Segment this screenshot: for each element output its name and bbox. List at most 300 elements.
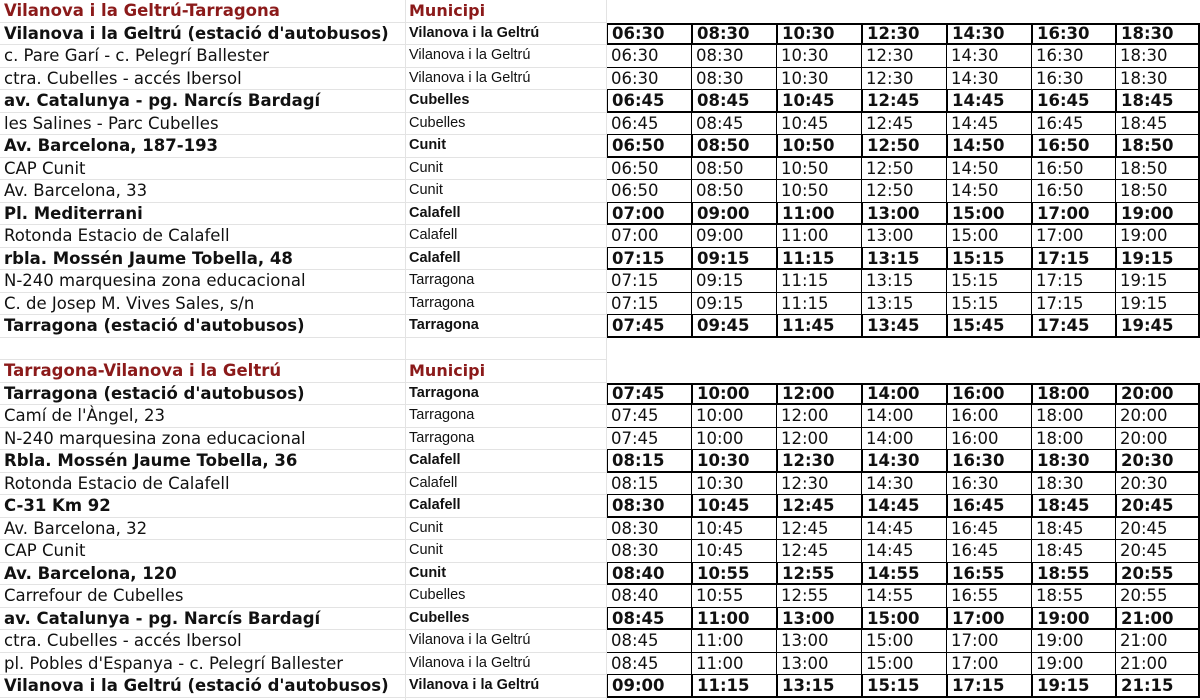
- time-cell: 14:55: [861, 563, 946, 586]
- time-cell: 10:50: [776, 135, 861, 158]
- time-cell: 14:30: [946, 68, 1031, 91]
- time-cell: 11:15: [776, 270, 861, 293]
- stop-name: ctra. Cubelles - accés Ibersol: [4, 68, 242, 88]
- departure-times: [606, 383, 1200, 406]
- time-cell: 07:00: [606, 203, 691, 226]
- spacer-gridline: [0, 338, 606, 361]
- time-cell: 18:30: [1031, 473, 1115, 496]
- time-cell: 19:00: [1031, 630, 1115, 653]
- time-cell: 08:30: [691, 68, 776, 91]
- time-cell: 17:15: [1031, 270, 1115, 293]
- time-cell: 12:55: [776, 585, 861, 608]
- time-cell: 21:15: [1115, 675, 1200, 698]
- municipality: Cunit: [409, 182, 443, 198]
- departure-times: [606, 495, 1200, 518]
- time-cell: 18:45: [1031, 495, 1115, 518]
- stop-name: pl. Pobles d'Espanya - c. Pelegrí Ballester: [4, 653, 344, 673]
- time-cell: 15:00: [861, 630, 946, 653]
- time-cell: 18:45: [1115, 113, 1200, 136]
- time-cell: 18:30: [1115, 68, 1200, 91]
- time-cell: 16:30: [1031, 23, 1115, 46]
- time-cell: 09:00: [691, 203, 776, 226]
- time-cell: 18:30: [1115, 45, 1200, 68]
- municipi-header: Municipi: [409, 1, 486, 20]
- time-cell: 18:50: [1115, 135, 1200, 158]
- departure-times: [606, 135, 1200, 158]
- municipality: Cunit: [409, 542, 443, 558]
- time-cell: 06:45: [606, 90, 691, 113]
- time-cell: 18:30: [1115, 23, 1200, 46]
- departure-times: [606, 405, 1200, 428]
- table-row: [0, 248, 1200, 271]
- time-cell: 13:15: [776, 675, 861, 698]
- time-cell: 12:30: [776, 450, 861, 473]
- time-cell: 20:00: [1115, 428, 1200, 451]
- time-cell: 08:30: [606, 518, 691, 541]
- time-cell: 08:40: [606, 585, 691, 608]
- municipality: Calafell: [409, 452, 461, 468]
- table-row: [0, 158, 1200, 181]
- time-cell: 13:00: [776, 608, 861, 631]
- time-cell: 19:45: [1115, 315, 1200, 338]
- stop-name: C-31 Km 92: [4, 496, 111, 515]
- route-title: Tarragona-Vilanova i la Geltrú: [4, 361, 282, 380]
- time-cell: 17:15: [1031, 293, 1115, 316]
- time-cell: 10:30: [776, 45, 861, 68]
- municipality: Tarragona: [409, 407, 475, 423]
- municipality: Vilanova i la Geltrú: [409, 24, 540, 41]
- time-cell: 19:00: [1031, 608, 1115, 631]
- column-gridline: [405, 0, 406, 700]
- time-cell: 08:45: [606, 653, 691, 676]
- time-cell: 15:45: [946, 315, 1031, 338]
- time-cell: 15:15: [861, 675, 946, 698]
- time-cell: 17:15: [1031, 248, 1115, 271]
- time-cell: 10:45: [691, 518, 776, 541]
- time-cell: 12:45: [861, 113, 946, 136]
- stop-name: N-240 marquesina zona educacional: [4, 271, 306, 290]
- time-cell: 08:40: [606, 563, 691, 586]
- departure-times: [606, 608, 1200, 631]
- stop-name: rbla. Mossén Jaume Tobella, 48: [4, 248, 293, 268]
- municipality: Cunit: [409, 159, 443, 176]
- time-cell: 20:30: [1115, 473, 1200, 496]
- time-cell: 08:45: [606, 608, 691, 631]
- time-cell: 14:55: [861, 585, 946, 608]
- time-cell: 14:50: [946, 180, 1031, 203]
- time-cell: 09:15: [691, 270, 776, 293]
- time-cell: 17:00: [946, 653, 1031, 676]
- municipality: Tarragona: [409, 429, 475, 446]
- time-cell: 06:50: [606, 180, 691, 203]
- municipality: Calafell: [409, 249, 461, 266]
- departure-times: [606, 248, 1200, 271]
- table-row: [0, 630, 1200, 653]
- time-cell: 10:45: [776, 90, 861, 113]
- time-cell: 12:00: [776, 383, 861, 406]
- time-cell: 14:30: [861, 450, 946, 473]
- time-cell: 08:50: [691, 158, 776, 181]
- time-cell: 07:45: [606, 383, 691, 406]
- time-cell: 10:55: [691, 563, 776, 586]
- table-row: [0, 675, 1200, 698]
- time-cell: 12:50: [861, 135, 946, 158]
- time-cell: 12:50: [861, 180, 946, 203]
- time-cell: 16:00: [946, 383, 1031, 406]
- time-cell: 19:15: [1115, 248, 1200, 271]
- time-cell: 16:50: [1031, 180, 1115, 203]
- stop-name: CAP Cunit: [4, 158, 86, 178]
- time-cell: 11:15: [776, 248, 861, 271]
- time-cell: 14:30: [946, 23, 1031, 46]
- stop-name: Rbla. Mossén Jaume Tobella, 36: [4, 451, 298, 470]
- departure-times: [606, 158, 1200, 181]
- time-cell: 10:50: [776, 180, 861, 203]
- table-row: [0, 540, 1200, 563]
- time-cell: 21:00: [1115, 630, 1200, 653]
- time-cell: 13:15: [861, 293, 946, 316]
- time-cell: 16:45: [1031, 113, 1115, 136]
- time-cell: 17:00: [946, 608, 1031, 631]
- departure-times: [606, 23, 1200, 46]
- time-cell: 14:00: [861, 383, 946, 406]
- time-cell: 15:15: [946, 248, 1031, 271]
- time-cell: 08:30: [691, 23, 776, 46]
- time-cell: 13:00: [776, 630, 861, 653]
- departure-times: [606, 90, 1200, 113]
- stop-name: Av. Barcelona, 33: [4, 181, 148, 200]
- time-cell: 12:45: [776, 518, 861, 541]
- stop-name: N-240 marquesina zona educacional: [4, 428, 306, 448]
- time-cell: 11:15: [691, 675, 776, 698]
- table-row: [0, 45, 1200, 68]
- time-cell: 14:30: [946, 45, 1031, 68]
- time-cell: 16:30: [1031, 45, 1115, 68]
- municipality: Calafell: [409, 497, 461, 513]
- time-cell: 15:00: [946, 225, 1031, 248]
- time-cell: 11:45: [776, 315, 861, 338]
- time-cell: 10:30: [691, 473, 776, 496]
- time-cell: 16:30: [946, 473, 1031, 496]
- time-cell: 09:15: [691, 293, 776, 316]
- time-cell: 18:50: [1115, 180, 1200, 203]
- time-cell: 13:00: [776, 653, 861, 676]
- table-row: [0, 608, 1200, 631]
- municipality: Tarragona: [409, 272, 475, 288]
- table-row: [0, 495, 1200, 518]
- section-header: [0, 360, 1200, 383]
- departure-times: [606, 428, 1200, 451]
- departure-times: [606, 675, 1200, 698]
- table-row: [0, 270, 1200, 293]
- stop-name: CAP Cunit: [4, 541, 86, 560]
- time-cell: 19:00: [1031, 653, 1115, 676]
- table-row: [0, 473, 1200, 496]
- time-cell: 08:50: [691, 135, 776, 158]
- time-cell: 12:00: [776, 405, 861, 428]
- stop-name: Vilanova i la Geltrú (estació d'autobusos): [4, 676, 389, 695]
- time-cell: 18:45: [1031, 540, 1115, 563]
- stop-name: Av. Barcelona, 32: [4, 518, 148, 538]
- table-row: [0, 450, 1200, 473]
- time-cell: 12:45: [861, 90, 946, 113]
- departure-times: [606, 203, 1200, 226]
- time-cell: 16:30: [1031, 68, 1115, 91]
- stop-name: Rotonda Estacio de Calafell: [4, 226, 230, 245]
- departure-times: [606, 540, 1200, 563]
- time-cell: 21:00: [1115, 608, 1200, 631]
- stop-name: Tarragona (estació d'autobusos): [4, 383, 305, 403]
- time-cell: 06:30: [606, 68, 691, 91]
- time-cell: 11:00: [776, 225, 861, 248]
- departure-times: [606, 270, 1200, 293]
- time-cell: 20:45: [1115, 518, 1200, 541]
- time-cell: 10:30: [776, 68, 861, 91]
- municipality: Vilanova i la Geltrú: [409, 654, 531, 671]
- stop-name: les Salines - Parc Cubelles: [4, 113, 219, 133]
- departure-times: [606, 563, 1200, 586]
- time-cell: 18:55: [1031, 585, 1115, 608]
- time-cell: 20:00: [1115, 405, 1200, 428]
- stop-name: av. Catalunya - pg. Narcís Bardagí: [4, 91, 321, 110]
- time-cell: 12:50: [861, 158, 946, 181]
- time-cell: 18:00: [1031, 405, 1115, 428]
- time-cell: 07:15: [606, 270, 691, 293]
- time-cell: 12:30: [776, 473, 861, 496]
- stop-name: av. Catalunya - pg. Narcís Bardagí: [4, 608, 321, 628]
- departure-times: [606, 45, 1200, 68]
- municipality: Cunit: [409, 519, 443, 536]
- time-cell: 10:30: [691, 450, 776, 473]
- time-cell: 17:00: [1031, 225, 1115, 248]
- time-cell: 12:00: [776, 428, 861, 451]
- time-cell: 08:30: [691, 45, 776, 68]
- time-cell: 17:00: [946, 630, 1031, 653]
- departure-times: [606, 518, 1200, 541]
- time-cell: 16:45: [946, 495, 1031, 518]
- time-cell: 07:00: [606, 225, 691, 248]
- stop-name: ctra. Cubelles - accés Ibersol: [4, 631, 242, 650]
- time-cell: 08:45: [691, 113, 776, 136]
- time-cell: 19:00: [1115, 225, 1200, 248]
- time-cell: 19:15: [1115, 270, 1200, 293]
- time-cell: 10:55: [691, 585, 776, 608]
- time-cell: 13:00: [861, 203, 946, 226]
- column-gridline: [606, 0, 607, 700]
- time-cell: 08:45: [691, 90, 776, 113]
- stop-name: Carrefour de Cubelles: [4, 586, 184, 605]
- time-cell: 06:45: [606, 113, 691, 136]
- municipi-header: Municipi: [409, 361, 486, 380]
- time-cell: 18:45: [1031, 518, 1115, 541]
- departure-times: [606, 653, 1200, 676]
- time-cell: 10:00: [691, 405, 776, 428]
- time-cell: 06:50: [606, 158, 691, 181]
- time-cell: 21:00: [1115, 653, 1200, 676]
- time-cell: 07:45: [606, 315, 691, 338]
- time-cell: 18:30: [1031, 450, 1115, 473]
- time-cell: 18:00: [1031, 383, 1115, 406]
- time-cell: 15:00: [946, 203, 1031, 226]
- table-row: [0, 23, 1200, 46]
- time-cell: 15:00: [861, 653, 946, 676]
- time-cell: 19:15: [1031, 675, 1115, 698]
- time-cell: 16:45: [946, 540, 1031, 563]
- stop-name: C. de Josep M. Vives Sales, s/n: [4, 293, 255, 313]
- time-cell: 14:45: [861, 495, 946, 518]
- time-cell: 08:45: [606, 630, 691, 653]
- time-cell: 09:00: [606, 675, 691, 698]
- municipality: Tarragona: [409, 317, 479, 333]
- municipality: Calafell: [409, 227, 458, 243]
- time-cell: 09:15: [691, 248, 776, 271]
- time-cell: 08:15: [606, 473, 691, 496]
- municipality: Cubelles: [409, 92, 470, 108]
- time-cell: 07:45: [606, 405, 691, 428]
- stop-name: Tarragona (estació d'autobusos): [4, 316, 305, 335]
- municipality: Cubelles: [409, 114, 466, 131]
- time-cell: 18:45: [1115, 90, 1200, 113]
- stop-name: Rotonda Estacio de Calafell: [4, 473, 230, 493]
- time-cell: 10:00: [691, 383, 776, 406]
- time-cell: 14:45: [946, 90, 1031, 113]
- municipality: Tarragona: [409, 294, 475, 311]
- time-cell: 20:55: [1115, 563, 1200, 586]
- time-cell: 07:15: [606, 248, 691, 271]
- time-cell: 20:45: [1115, 540, 1200, 563]
- time-cell: 08:15: [606, 450, 691, 473]
- time-cell: 11:15: [776, 293, 861, 316]
- time-cell: 15:00: [861, 608, 946, 631]
- time-cell: 13:45: [861, 315, 946, 338]
- time-cell: 17:00: [1031, 203, 1115, 226]
- table-row: [0, 428, 1200, 451]
- time-cell: 16:55: [946, 585, 1031, 608]
- table-row: [0, 383, 1200, 406]
- time-cell: 12:30: [861, 45, 946, 68]
- table-row: [0, 405, 1200, 428]
- table-row: [0, 315, 1200, 338]
- time-cell: 10:45: [776, 113, 861, 136]
- time-cell: 13:15: [861, 270, 946, 293]
- time-cell: 16:00: [946, 405, 1031, 428]
- departure-times: [606, 293, 1200, 316]
- time-cell: 10:45: [691, 495, 776, 518]
- time-cell: 18:55: [1031, 563, 1115, 586]
- table-row: [0, 563, 1200, 586]
- route-title: Vilanova i la Geltrú-Tarragona: [4, 1, 280, 20]
- time-cell: 12:45: [776, 540, 861, 563]
- table-row: [0, 68, 1200, 91]
- table-row: [0, 225, 1200, 248]
- departure-times: [606, 180, 1200, 203]
- stop-name: Camí de l'Àngel, 23: [4, 406, 165, 425]
- time-cell: 11:00: [691, 653, 776, 676]
- time-cell: 19:00: [1115, 203, 1200, 226]
- time-cell: 16:55: [946, 563, 1031, 586]
- table-row: [0, 113, 1200, 136]
- time-cell: 10:50: [776, 158, 861, 181]
- time-cell: 07:45: [606, 428, 691, 451]
- table-row: [0, 90, 1200, 113]
- time-cell: 20:00: [1115, 383, 1200, 406]
- time-cell: 11:00: [691, 630, 776, 653]
- time-cell: 18:50: [1115, 158, 1200, 181]
- municipality: Vilanova i la Geltrú: [409, 632, 531, 648]
- municipality: Vilanova i la Geltrú: [409, 69, 531, 86]
- time-cell: 06:30: [606, 45, 691, 68]
- municipality: Calafell: [409, 204, 461, 221]
- municipality: Cubelles: [409, 587, 466, 603]
- time-cell: 16:00: [946, 428, 1031, 451]
- time-cell: 10:00: [691, 428, 776, 451]
- time-cell: 08:30: [606, 540, 691, 563]
- table-row: [0, 293, 1200, 316]
- departure-times: [606, 473, 1200, 496]
- time-cell: 10:45: [691, 540, 776, 563]
- time-cell: 15:15: [946, 270, 1031, 293]
- time-cell: 20:45: [1115, 495, 1200, 518]
- stop-name: Av. Barcelona, 120: [4, 563, 177, 583]
- time-cell: 19:15: [1115, 293, 1200, 316]
- table-row: [0, 585, 1200, 608]
- municipality: Cunit: [409, 137, 447, 153]
- time-cell: 10:30: [776, 23, 861, 46]
- time-cell: 20:55: [1115, 585, 1200, 608]
- time-cell: 16:45: [1031, 90, 1115, 113]
- departure-times: [606, 585, 1200, 608]
- table-row: [0, 135, 1200, 158]
- departure-times: [606, 113, 1200, 136]
- time-cell: 14:00: [861, 405, 946, 428]
- departure-times: [606, 450, 1200, 473]
- time-cell: 11:00: [776, 203, 861, 226]
- time-cell: 11:00: [691, 608, 776, 631]
- time-cell: 13:15: [861, 248, 946, 271]
- time-cell: 12:55: [776, 563, 861, 586]
- time-cell: 06:30: [606, 23, 691, 46]
- stop-name: Av. Barcelona, 187-193: [4, 136, 219, 155]
- time-cell: 16:50: [1031, 158, 1115, 181]
- table-row: [0, 653, 1200, 676]
- departure-times: [606, 225, 1200, 248]
- time-cell: 09:00: [691, 225, 776, 248]
- time-cell: 18:00: [1031, 428, 1115, 451]
- time-cell: 12:30: [861, 68, 946, 91]
- time-cell: 06:50: [606, 135, 691, 158]
- table-row: [0, 518, 1200, 541]
- time-cell: 07:15: [606, 293, 691, 316]
- time-cell: 08:50: [691, 180, 776, 203]
- time-cell: 09:45: [691, 315, 776, 338]
- time-cell: 17:15: [946, 675, 1031, 698]
- municipality: Cubelles: [409, 609, 470, 626]
- time-cell: 14:50: [946, 135, 1031, 158]
- municipality: Cunit: [409, 564, 447, 581]
- municipality: Vilanova i la Geltrú: [409, 677, 540, 693]
- section-header: [0, 0, 1200, 23]
- municipality: Vilanova i la Geltrú: [409, 47, 531, 63]
- time-cell: 14:45: [946, 113, 1031, 136]
- stop-name: c. Pare Garí - c. Pelegrí Ballester: [4, 46, 270, 65]
- time-cell: 17:45: [1031, 315, 1115, 338]
- municipality: Calafell: [409, 474, 458, 491]
- time-cell: 16:45: [946, 518, 1031, 541]
- time-cell: 12:45: [776, 495, 861, 518]
- time-cell: 16:30: [946, 450, 1031, 473]
- time-cell: 08:30: [606, 495, 691, 518]
- departure-times: [606, 630, 1200, 653]
